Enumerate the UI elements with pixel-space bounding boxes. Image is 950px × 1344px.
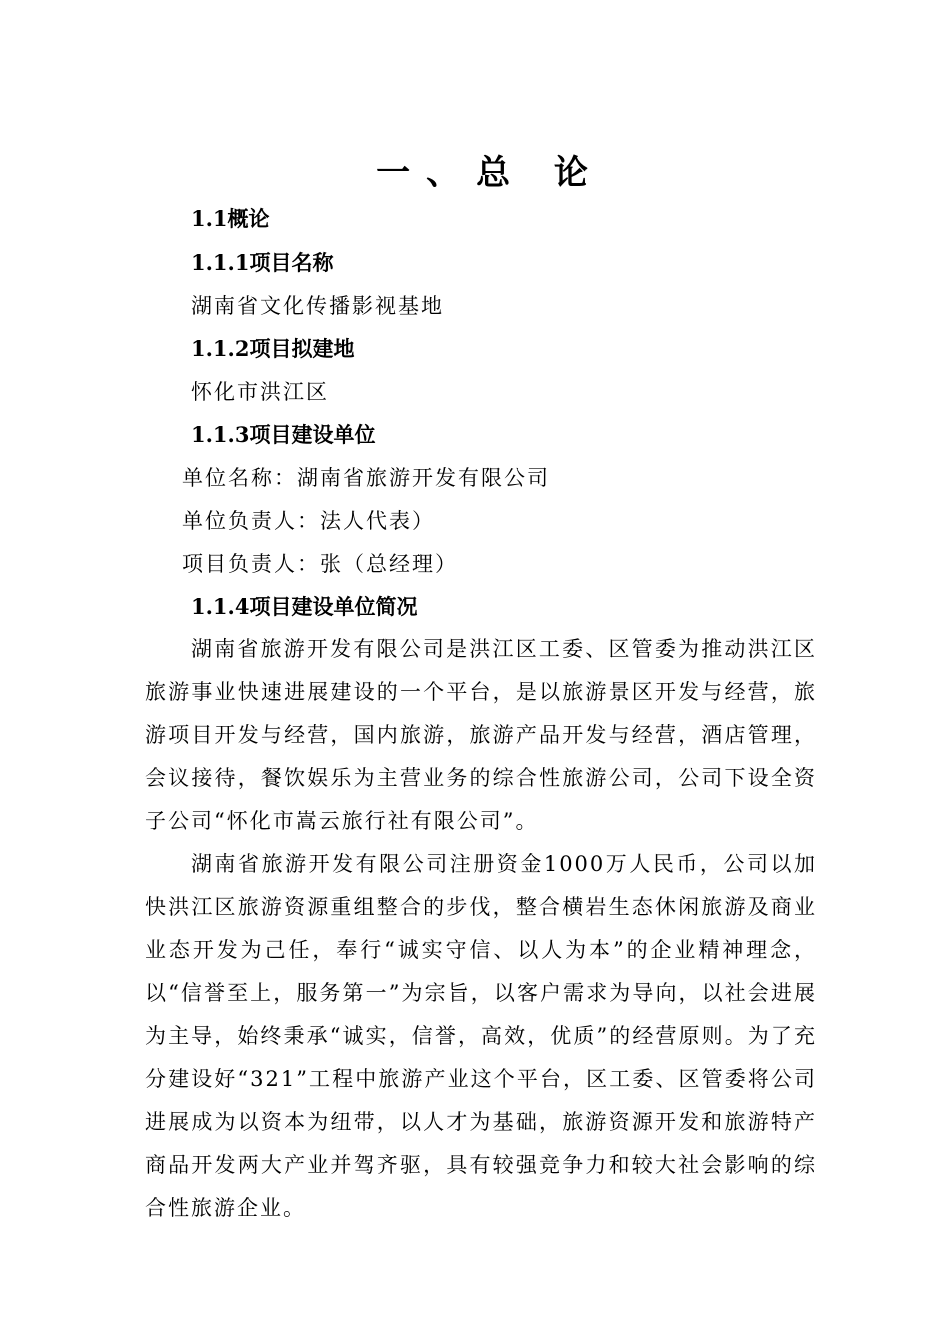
project-leader-field: 项目负责人：张（总经理） (182, 552, 458, 576)
section-heading-project-name: 1.1.1项目名称 (191, 250, 334, 275)
builder-leader-field: 单位负责人：法人代表） (182, 509, 435, 533)
project-name-value: 湖南省文化传播影视基地 (191, 294, 444, 318)
builder-name-field: 单位名称：湖南省旅游开发有限公司 (182, 466, 550, 490)
project-site-value: 怀化市洪江区 (191, 380, 329, 404)
chapter-title: 一、总 论 (376, 153, 604, 193)
section-heading-project-site: 1.1.2项目拟建地 (191, 336, 355, 361)
paragraph-company-intro: 湖南省旅游开发有限公司是洪江区工委、区管委为推动洪江区旅游事业快速进展建设的一个平台，是以旅游景区开发与经营，旅游项目开发与经营，国内旅游，旅游产品开发与经营，酒店管理，会议接待，餐饮娱乐为主营业务的综合性旅游公司，公司下设全资子公司“怀化市嵩云旅行社有限公司”。 (145, 637, 817, 833)
section-heading-builder-profile: 1.1.4项目建设单位简况 (191, 594, 418, 619)
section-heading-overview: 1.1概论 (191, 206, 270, 231)
section-heading-builder: 1.1.3项目建设单位 (191, 422, 376, 447)
paragraph-company-registration: 湖南省旅游开发有限公司注册资金1000万人民币，公司以加快洪江区旅游资源重组整合的步伐，整合横岩生态休闲旅游及商业业态开发为己任，奉行“诚实守信、以人为本”的企业精神理念，以“信誉至上，服务第一”为宗旨，以客户需求为导向，以社会进展为主导，始终秉承“诚实，信誉，高效，优质”的经营原则。为了充分建设好“321”工程中旅游产业这个平台，区工委、区管委将公司进展成为以资本为纽带，以人才为基础，旅游资源开发和旅游特产商品开发两大产业并驾齐驱，具有较强竞争力和较大社会影响的综合性旅游企业。 (145, 852, 817, 1220)
